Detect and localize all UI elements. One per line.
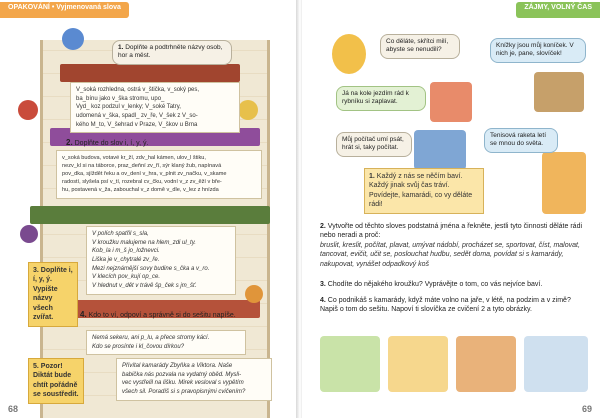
girl-character-1 [238, 100, 258, 120]
task1-bubble [112, 40, 232, 65]
bubble-books: Knížky jsou můj koníček. V nich je, pane, slovíček! [490, 38, 586, 63]
task5-line: vec vystřelil na lišku. Mirek vesloval s vypětím [122, 380, 244, 387]
task3-line: V hlednut v_dět v trávě šp_ček s jm_šť. [92, 283, 197, 290]
right-task3-number: 3. [320, 281, 326, 288]
tennis-girl-illustration [542, 152, 586, 214]
task1-line: V_soká rozhledna, ostrá v_štička, v_soký pes, [76, 87, 200, 93]
girl-character-2 [245, 285, 263, 303]
task3-sidebox [28, 262, 78, 327]
right-task1-text: Každý z nás se něčím baví. Každý jinak svůj čas tráví. Povídejte, kamarádi, co vy děláte rádi! [369, 173, 473, 209]
roof-3 [30, 206, 270, 224]
task2-number: 2. [66, 138, 73, 147]
right-task2-number: 2. [320, 223, 326, 230]
bubble-tennis: Tenisová raketa letí se mnou do světa. [484, 128, 558, 153]
task3-line: V klecích pov_kují op_ce. [92, 274, 161, 281]
right-task4-number: 4. [320, 297, 326, 304]
task4-line: Nemá sekeru, ani p_lu, a přece stromy kácí. [92, 335, 210, 341]
task4-instruction: Kdo to ví, odpoví a správně si do sešitu napíše. [88, 312, 236, 319]
task2-instruction: Doplňte do slov i, í, y, ý. [74, 140, 149, 147]
task4-line: Kdo se prosínte i kl_čovou dírkou? [92, 343, 185, 350]
task3-line: Kob_la i m_š jo_ložnevci. [92, 248, 160, 255]
computer-kid-illustration [414, 130, 466, 170]
task2-heading [66, 138, 148, 148]
task1-line: udomená v_ška, spadl_ zv_ře, V_šek z V_so- [76, 113, 198, 120]
task4-panel [86, 330, 246, 355]
right-task2-text: Vytvořte od těchto sloves podstatná jména a řekněte, jestli tyto činnosti děláte rádi nebo neradi a proč: [320, 223, 583, 240]
task5-line: všech sil. Poradíš si s pravopisnými cvičením? [122, 389, 246, 396]
gnome-character-2 [18, 100, 38, 120]
task4-heading [80, 310, 255, 320]
right-task3-text: Chodíte do nějakého kroužku? Vyprávějte o tom, co vás nejvíce baví. [327, 281, 543, 288]
right-task1-box [364, 168, 484, 214]
left-page-number: 68 [8, 404, 19, 414]
task5-line: babička nás pozvala na vydatný oběd. Mysli- [122, 371, 242, 378]
right-page-number: 69 [581, 404, 592, 414]
cyclist-illustration [430, 82, 472, 122]
summer-activity-illustration [388, 336, 448, 392]
bubble-question: Co děláte, skřítci milí, abyste se nenudili? [380, 34, 460, 59]
task2-panel [56, 150, 262, 199]
right-task3 [320, 280, 590, 289]
task2-line: nezv_kl si na táborce, praz_deňní zv_ří, sýr klaný žub, napínavá [62, 163, 222, 170]
right-task2 [320, 222, 590, 269]
task3-line: Mezi nejznámější sovy budine s_čka a v_ro. [92, 265, 210, 272]
task2-line: radostí, slyšela psí v_tí, rozebral cv_čku, vodní v_z zv_ěží v bře- [62, 179, 222, 186]
left-page [0, 0, 298, 418]
task3-number: 3. [33, 267, 39, 274]
task5-sidebox [28, 358, 84, 404]
spring-activity-illustration [320, 336, 380, 392]
right-task2-words: bruslit, kreslit, počítat, plavat, umývat nádobí, procházet se, sportovat, číst, malovat, tancovat, evičit, učit se, poslouchat hudbu, sedět doma, povídat si s kamarády, nakupovat, vynášet odpadkový koš [320, 241, 580, 268]
bubble-computer: Můj počítač umí psát, hrát si, taky počítat. [336, 132, 412, 157]
task2-line: pov_dka, sjíždět řeku a ov_dení v_hra, v_plnit zv_načku, v_skame [62, 171, 227, 178]
autumn-activity-illustration [456, 336, 516, 392]
task1-line: kého M_to, V_šehrad v Praze, V_škov u Brna [76, 121, 198, 128]
task2-line: hu, postavená v_ža, zabouchal v_z domě v_dle, v_lez z hnízda [62, 187, 219, 194]
task3-line: V kroužku malujeme na hlem_zdi ul_ty. [92, 239, 196, 246]
task1-number: 1. [118, 44, 124, 51]
task1-line: Vyd_ koz podzul v_lenky; V_soké Tatry, [76, 104, 181, 111]
task4-number: 4. [80, 310, 87, 319]
right-tab: ZÁJMY, VOLNÝ ČAS [516, 2, 600, 18]
left-tab: OPAKOVÁNÍ • Vyjmenovaná slova [0, 2, 129, 18]
gnome-character-1 [62, 28, 84, 50]
winter-activity-illustration [524, 336, 588, 392]
task5-panel [116, 358, 272, 401]
gnome-character-3 [20, 225, 38, 243]
bubble-bike: Já na kole jezdím rád k rybníku si zaplavat. [336, 86, 426, 111]
task3-line: Liška je v_chytralé zv_ře. [92, 257, 160, 264]
task3-line: V polích spatřil s_sla, [92, 231, 149, 237]
task3-instruction: Doplňte i, í, y, ý. Vypište názvy všech zvířat. [33, 267, 73, 322]
task5-number: 5. [33, 363, 39, 370]
books-reader-illustration [534, 72, 584, 112]
roof-1 [60, 64, 240, 82]
task5-line: Přivítal kamarády Zbyňka a Viktora. Naše [122, 363, 233, 369]
task2-line: v_soká budova, votavé kr_ží, zdv_hal kámen, ulov_l štiku, [62, 155, 206, 161]
right-task1-number: 1. [369, 173, 375, 180]
task1-line: ba_bínu jako v_ška stromu, upo_ [76, 95, 165, 102]
right-task4-text: Co podnikáš s kamarády, když máte volno na jaře, v létě, na podzim a v zimě? Napiš o tom do sešitu. Napoví ti slovíčka ze cvičení 2 a tyto obrázky. [320, 297, 571, 314]
right-page [302, 0, 600, 418]
task1-panel [70, 82, 240, 133]
task3-panel [86, 226, 236, 295]
task5-instruction: Pozor! Diktát bude chtít pořádně se soustředit. [33, 363, 79, 399]
girl-with-teddy-illustration [332, 34, 366, 74]
task1-instruction: Doplňte a podtrhněte názvy osob, hor a měst. [118, 44, 223, 60]
right-task4 [320, 296, 590, 315]
